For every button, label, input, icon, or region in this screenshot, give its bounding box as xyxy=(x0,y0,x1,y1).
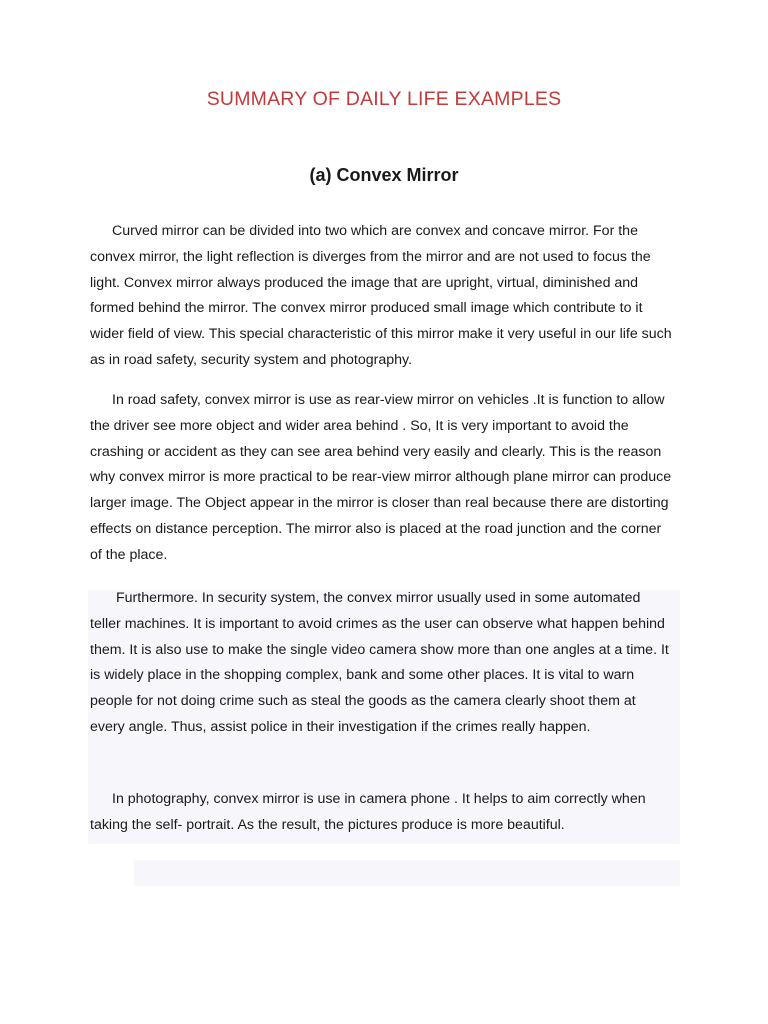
section-heading: (a) Convex Mirror xyxy=(309,165,459,185)
paragraph-security-system: Furthermore. In security system, the convex mirror usually used in some automated teller machines. It is important to avoid crimes as the user can observe what happen behind them. It is also use to make the single video camera show more than one angles at a time. It is widely place in the shopping complex, bank and some other places. It is vital to warn people for not doing crime such as steal the goods as the camera clearly shoot them at every angle. Thus, assist police in their investigation if the crimes really happen. xyxy=(90,590,669,735)
highlight-strip xyxy=(134,860,680,886)
paragraph-road-safety: In road safety, convex mirror is use as rear-view mirror on vehicles .It is function to allow the driver see more object and wider area behind . So, It is very important to avoid the crashing or accident as they can see area behind very easily and clearly. This is the reason why convex mirror is more practical to be rear-view mirror although plane mirror can produce larger image. The Object appear in the mirror is closer than real because there are distorting effects on distance perception. The mirror also is placed at the road junction and the corner of the place. xyxy=(90,392,672,563)
document-title: SUMMARY OF DAILY LIFE EXAMPLES xyxy=(206,88,562,110)
paragraph-intro: Curved mirror can be divided into two which are convex and concave mirror. For the convex mirror, the light reflection is diverges from the mirror and are not used to focus the light. Convex mirror always produced the image that are upright, virtual, diminished and formed behind the mirror. The convex mirror produced small image which contribute to it wider field of view. This special characteristic of this mirror make it very useful in our life such as in road safety, security system and photography. xyxy=(90,223,672,368)
paragraph-photography: In photography, convex mirror is use in camera phone . It helps to aim correctly when taking the self- portrait. As the result, the pictures produce is more beautiful. xyxy=(90,791,646,833)
